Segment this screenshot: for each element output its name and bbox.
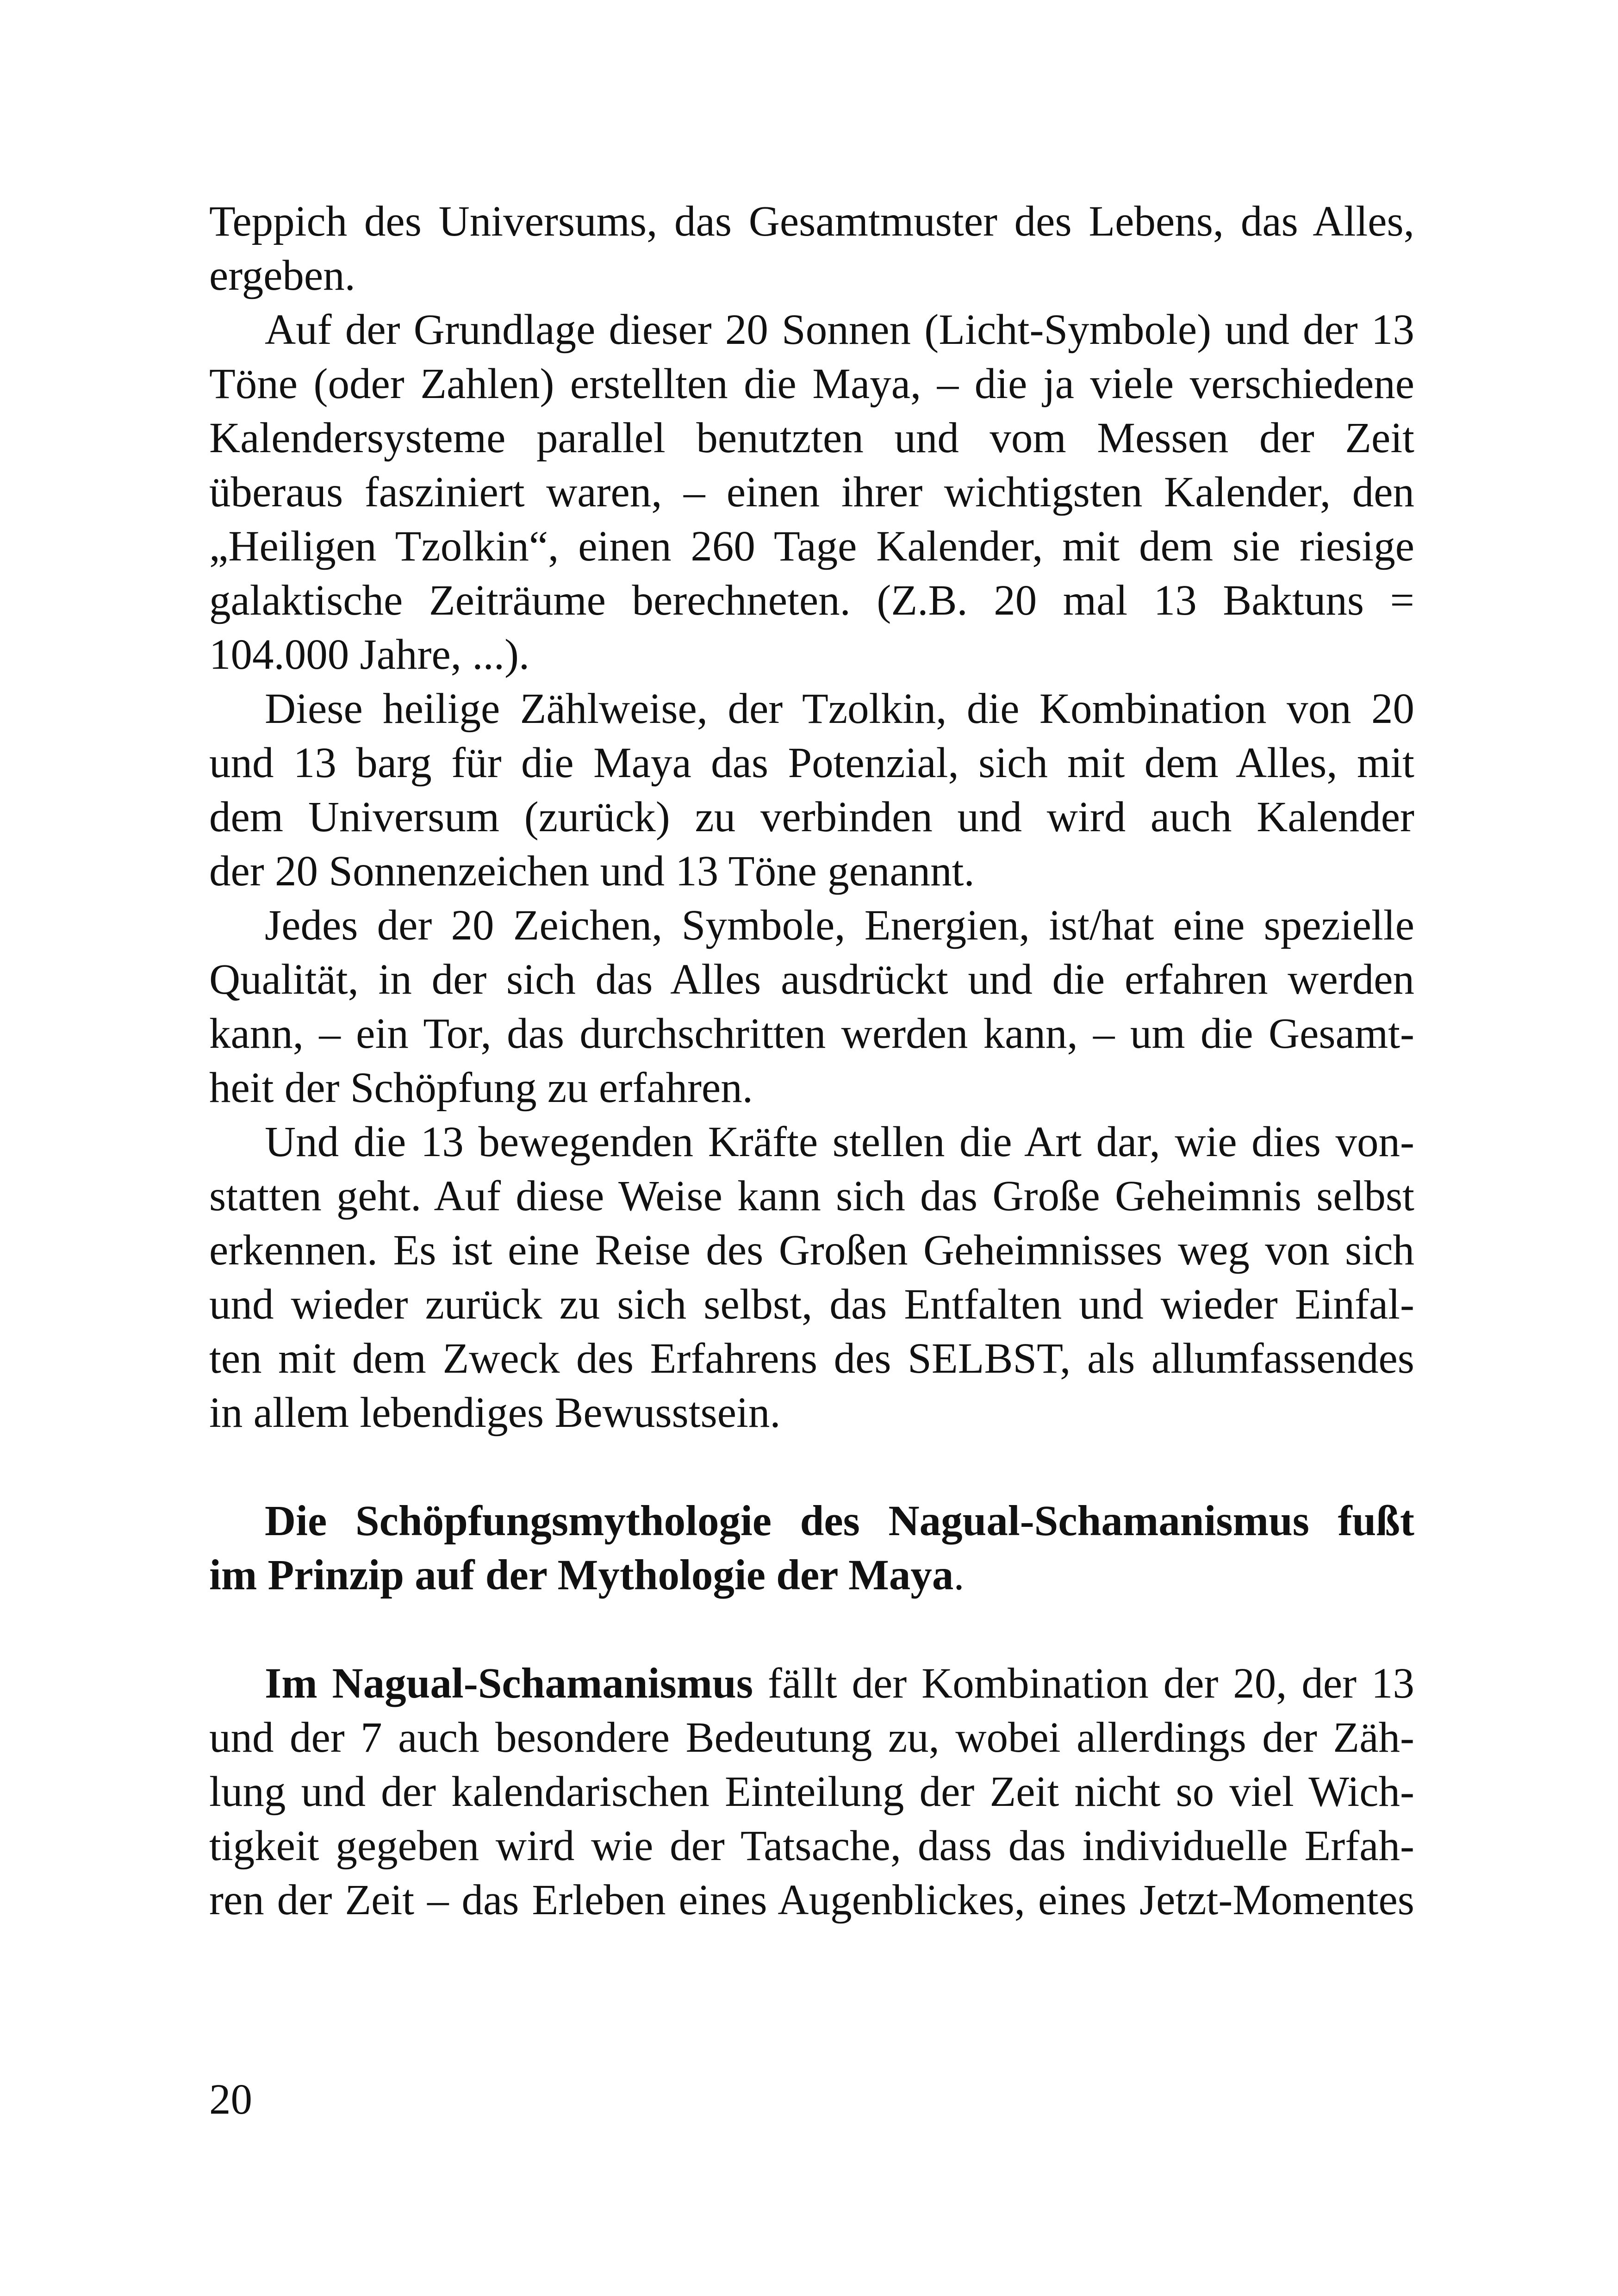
bold-text: Die Schöpfungsmythologie des Nagual-Schamanismus fußt [265,1497,1414,1545]
page-number: 20 [209,2076,252,2123]
text-line: Jedes der 20 Zeichen, Symbole, Energien, ist/hat eine spezielle [265,902,1414,949]
plain-text: fällt der Kombination der 20, der 13 [753,1660,1414,1707]
text-line: erkennen. Es ist eine Reise des Großen Geheimnisses weg von sich [209,1226,1414,1274]
text-line: Auf der Grundlage dieser 20 Sonnen (Licht-Symbole) und der 13 [265,306,1414,354]
bold-paragraph [209,1494,1414,1602]
text-line: lung und der kalendarischen Einteilung der Zeit nicht so viel Wich- [209,1768,1414,1816]
text-line: der 20 Sonnenzeichen und 13 Töne genannt. [209,847,975,895]
text-line: galaktische Zeiträume berechneten. (Z.B. 20 mal 13 Baktuns = [209,577,1414,624]
text-line: ergeben. [209,252,355,299]
paragraph-4 [209,898,1414,1115]
text-line: Qualität, in der sich das Alles ausdrückt und die erfahren werden [209,956,1414,1003]
paragraph-1 [209,194,1414,303]
text-line: kann, – ein Tor, das durchschritten werden kann, – um die Gesamt- [209,1010,1414,1058]
text-line: Diese heilige Zählweise, der Tzolkin, die Kombination von 20 [265,685,1414,733]
paragraph-last [209,1656,1414,1927]
text-line: Teppich des Universums, das Gesamtmuster des Lebens, das Alles, [209,198,1414,245]
text-line: heit der Schöpfung zu erfahren. [209,1064,753,1112]
text-line: und der 7 auch besondere Bedeutung zu, wobei allerdings der Zäh- [209,1714,1414,1761]
body-text [209,194,1414,1927]
bold-text: Im Nagual-Schamanismus [265,1660,753,1707]
paragraph-2 [209,303,1414,682]
text-line: statten geht. Auf diese Weise kann sich das Große Geheimnis selbst [209,1172,1414,1220]
text-line: 104.000 Jahre, ...). [209,631,530,678]
paragraph-gap [209,1440,1414,1494]
text-line: „Heiligen Tzolkin“, einen 260 Tage Kalender, mit dem sie riesige [209,523,1414,570]
text-line: überaus fasziniert waren, – einen ihrer wichtigsten Kalender, den [209,468,1414,516]
text-line: dem Universum (zurück) zu verbinden und wird auch Kalender [209,793,1414,841]
text-line: ren der Zeit – das Erleben eines Augenblickes, eines Jetzt-Momentes [209,1876,1414,1924]
text-line: Kalendersysteme parallel benutzten und vom Messen der Zeit [209,414,1414,462]
bold-text: im Prinzip auf der Mythologie der Maya [209,1551,954,1599]
text-line: Und die 13 bewegenden Kräfte stellen die Art dar, wie dies von- [265,1118,1414,1166]
text-line [209,1548,1414,1602]
paragraph-3 [209,682,1414,898]
text-line [209,1494,1414,1548]
text-line: ten mit dem Zweck des Erfahrens des SELBST, als allumfassendes [209,1335,1414,1382]
text-line: in allem lebendiges Bewusstsein. [209,1389,781,1437]
text-line: tigkeit gegeben wird wie der Tatsache, dass das individuelle Erfah- [209,1822,1414,1870]
text-line: Töne (oder Zahlen) erstellten die Maya, – die ja viele verschiedene [209,360,1414,408]
paragraph-gap [209,1602,1414,1656]
text-line [209,1656,1414,1711]
plain-text: . [953,1551,965,1599]
paragraph-5 [209,1115,1414,1440]
text-line: und 13 barg für die Maya das Potenzial, sich mit dem Alles, mit [209,739,1414,787]
text-line: und wieder zurück zu sich selbst, das Entfalten und wieder Einfal- [209,1281,1414,1328]
